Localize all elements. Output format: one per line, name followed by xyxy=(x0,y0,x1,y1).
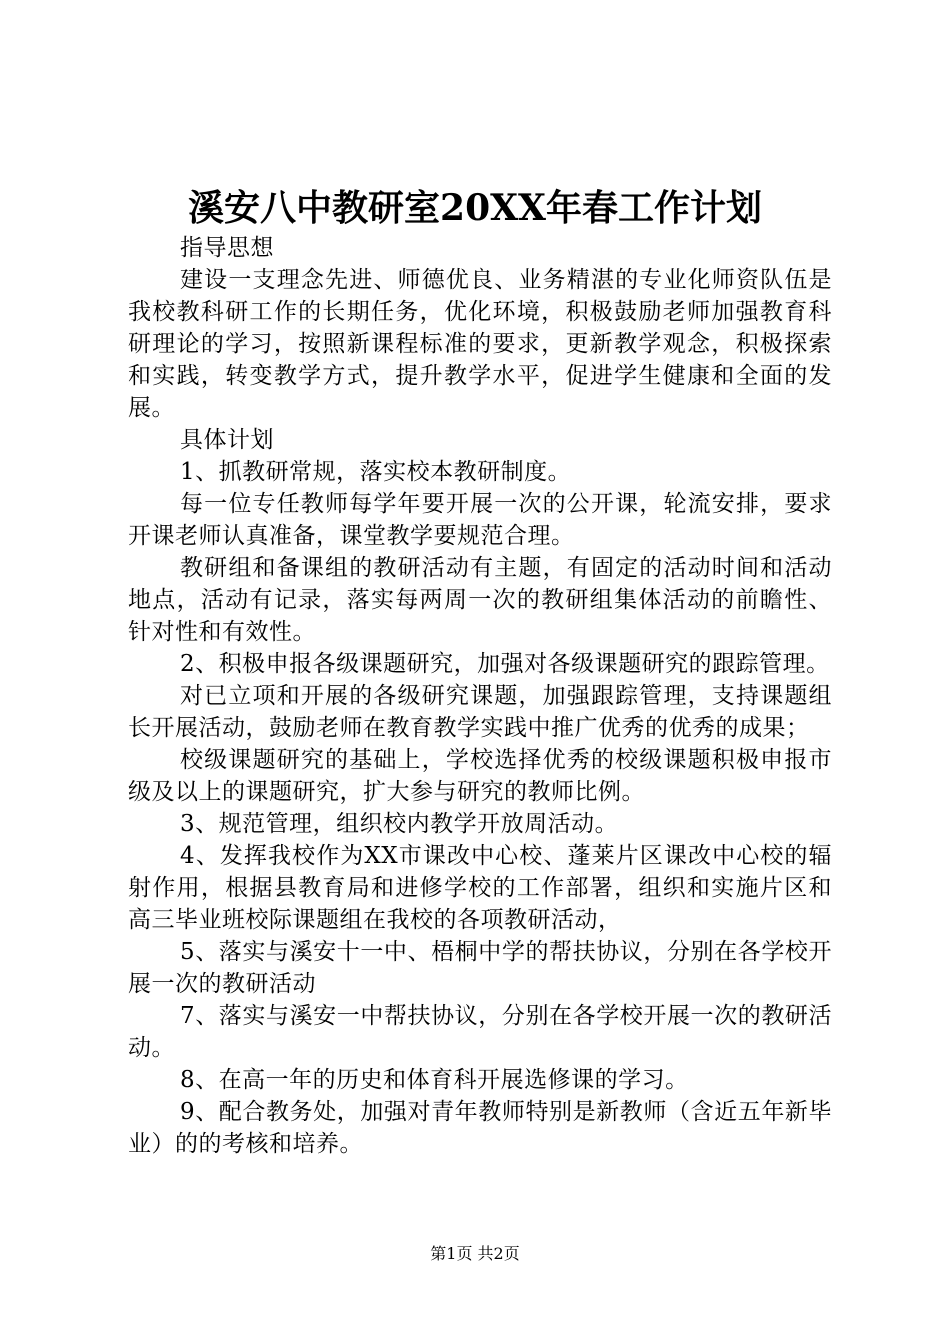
paragraph: 教研组和备课组的教研活动有主题，有固定的活动时间和活动地点，活动有记录，落实每两周一次的教研组集体活动的前瞻性、针对性和有效性。 xyxy=(128,555,832,645)
paragraph: 每一位专任教师每学年要开展一次的公开课，轮流安排，要求开课老师认真准备，课堂教学要规范合理。 xyxy=(128,491,832,549)
section-heading-guiding-thought: 指导思想 xyxy=(180,235,274,261)
paragraph: 建设一支理念先进、师德优良、业务精湛的专业化师资队伍是我校教科研工作的长期任务，优化环境，积极鼓励老师加强教育科研理论的学习，按照新课程标准的要求，更新教学观念，积极探索和实践，转变教学方式，提升教学水平，促进学生健康和全面的发展。 xyxy=(128,267,832,421)
paragraph: 对已立项和开展的各级研究课题，加强跟踪管理，支持课题组长开展活动，鼓励老师在教育教学实践中推广优秀的优秀的成果； xyxy=(128,683,832,741)
plan-item-8: 8、在高一年的历史和体育科开展选修课的学习。 xyxy=(180,1067,689,1093)
plan-item-3: 3、规范管理，组织校内教学开放周活动。 xyxy=(180,811,619,837)
plan-item-5: 5、落实与溪安十一中、梧桐中学的帮扶协议，分别在各学校开展一次的教研活动 xyxy=(128,939,832,997)
plan-item-9: 9、配合教务处，加强对青年教师特别是新教师（含近五年新毕业）的的考核和培养。 xyxy=(128,1099,832,1157)
document-body xyxy=(128,232,832,1160)
paragraph: 校级课题研究的基础上，学校选择优秀的校级课题积极申报市级及以上的课题研究，扩大参与研究的教师比例。 xyxy=(128,747,832,805)
plan-item-1: 1、抓教研常规，落实校本教研制度。 xyxy=(180,459,572,485)
page-number-footer: 第1页 共2页 xyxy=(430,1244,520,1263)
plan-item-4: 4、发挥我校作为XX市课改中心校、蓬莱片区课改中心校的辐射作用，根据县教育局和进修学校的工作部署，组织和实施片区和高三毕业班校际课题组在我校的各项教研活动， xyxy=(128,843,832,933)
section-heading-specific-plan: 具体计划 xyxy=(180,427,274,453)
plan-item-2: 2、积极申报各级课题研究，加强对各级课题研究的跟踪管理。 xyxy=(180,651,830,677)
plan-item-7: 7、落实与溪安一中帮扶协议，分别在各学校开展一次的教研活动。 xyxy=(128,1003,832,1061)
document-title: 溪安八中教研室20XX年春工作计划 xyxy=(188,187,762,229)
